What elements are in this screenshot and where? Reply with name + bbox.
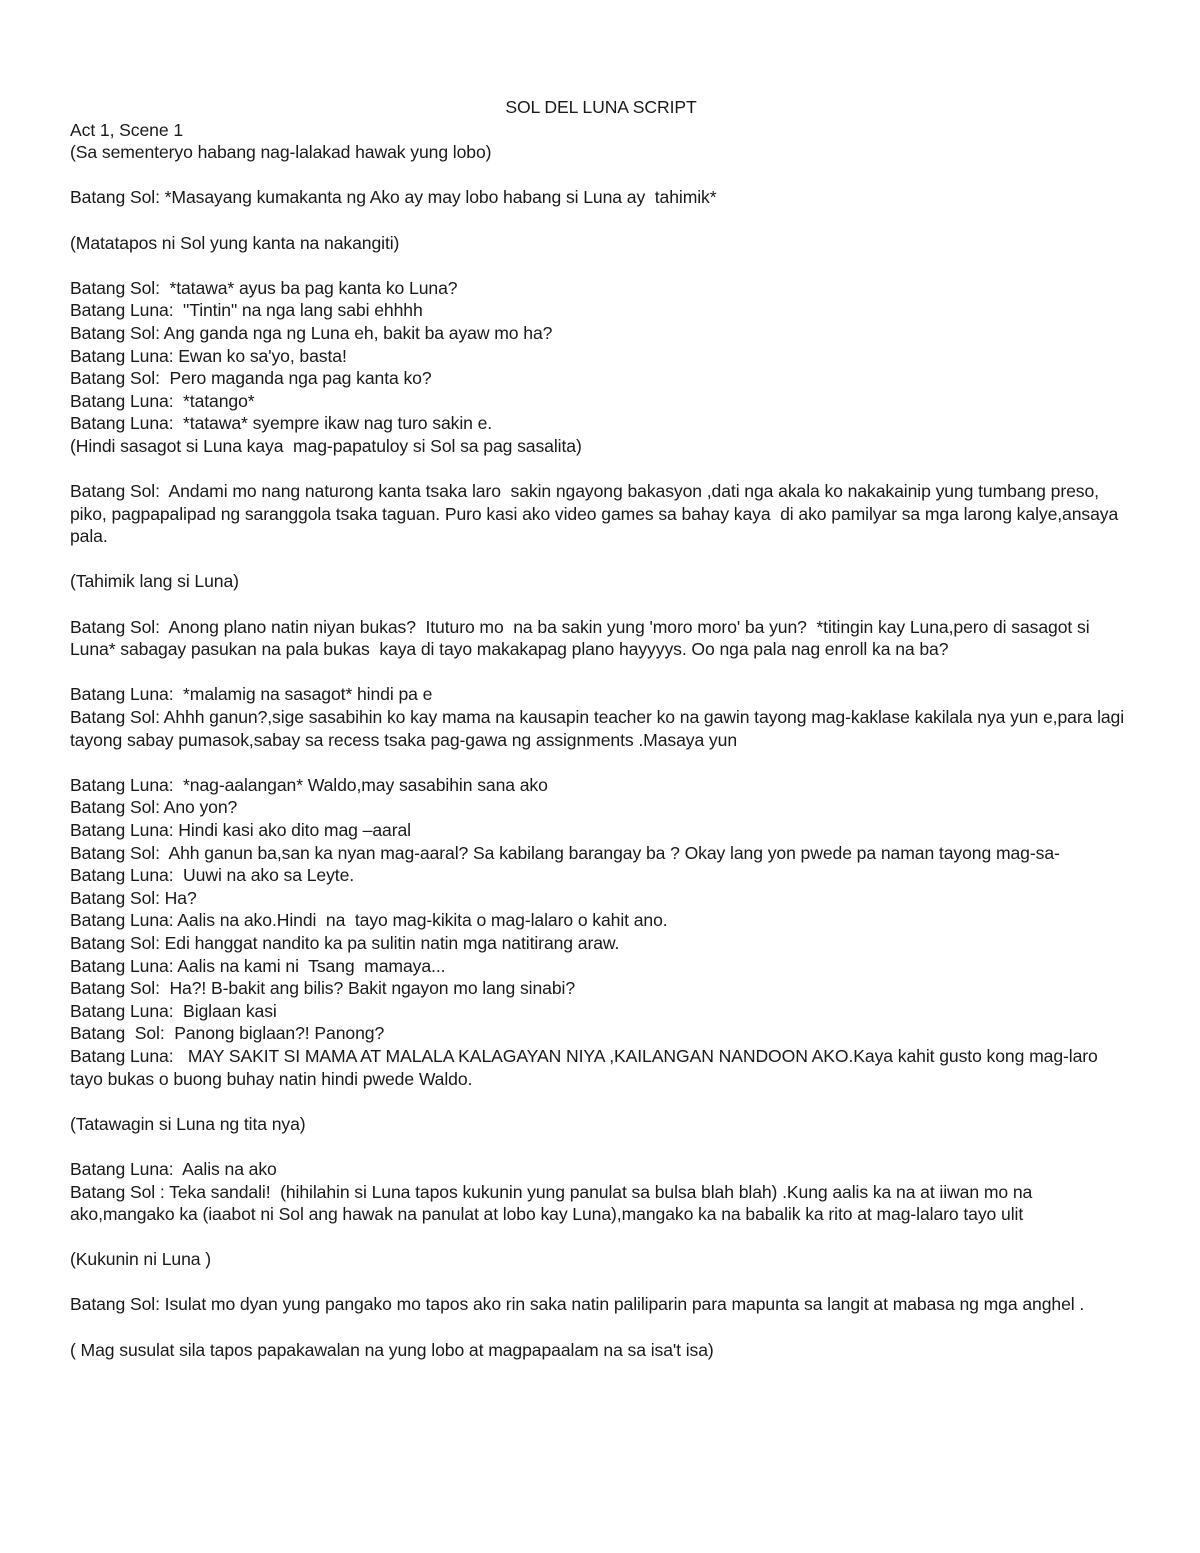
scene-heading: Act 1, Scene 1	[70, 119, 184, 140]
dialogue-line-sol: Batang Sol: *Masayang kumakanta ng Ako ay may lobo habang si Luna ay tahimik*	[70, 187, 717, 208]
script-body	[70, 141, 1132, 1361]
dialogue-line-sol: Batang Sol: *tatawa* ayus ba pag kanta ko Luna?	[70, 277, 458, 298]
paragraph-gap	[70, 751, 1132, 774]
dialogue-line-sol: Batang Sol: Pero maganda nga pag kanta ko?	[70, 368, 432, 389]
dialogue-line-luna: Batang Luna: Biglaan kasi	[70, 1000, 277, 1021]
dialogue-line-luna: Batang Luna: Aalis na kami ni Tsang mamaya...	[70, 955, 446, 976]
paragraph-gap	[70, 458, 1132, 481]
dialogue-line-sol: Batang Sol: Anong plano natin niyan bukas? Ituturo mo na ba sakin yung 'moro moro' ba yun? *titingin kay Luna,pero di sasagot si Luna* sabagay pasukan na pala bukas kaya di tayo makakapag plano hayyyys. Oo nga pala nag enroll ka na ba?	[70, 616, 1095, 660]
dialogue-line-sol: Batang Sol : Teka sandali! (hihilahin si Luna tapos kukunin yung panulat sa bulsa blah blah) .Kung aalis ka na at iiwan mo na ako,mangako ka (iaabot ni Sol ang hawak na panulat at lobo kay Luna),mangako ka na babalik ka rito at mag-lalaro tayo ulit	[70, 1181, 1038, 1225]
dialogue-line-sol: Batang Sol: Ang ganda nga ng Luna eh, bakit ba ayaw mo ha?	[70, 322, 553, 343]
paragraph-gap	[70, 548, 1132, 571]
paragraph-gap	[70, 1090, 1132, 1113]
dialogue-line-sol: Batang Sol: Ahh ganun ba,san ka nyan mag-aaral? Sa kabilang barangay ba ? Okay lang yon pwede pa naman tayong mag-sa-	[70, 842, 1060, 863]
dialogue-line-sol: Batang Sol: Ha?! B-bakit ang bilis? Bakit ngayon mo lang sinabi?	[70, 978, 576, 999]
dialogue-line-luna: Batang Luna: Aalis na ako	[70, 1158, 277, 1179]
paragraph-gap	[70, 1135, 1132, 1158]
stage-direction: (Sa sementeryo habang nag-lalakad hawak yung lobo)	[70, 142, 492, 163]
dialogue-line-luna: Batang Luna: Aalis na ako.Hindi na tayo mag-kikita o mag-lalaro o kahit ano.	[70, 910, 668, 931]
dialogue-line-luna: Batang Luna: *tatawa* syempre ikaw nag turo sakin e.	[70, 413, 493, 434]
dialogue-line-luna: Batang Luna: "Tintin" na nga lang sabi ehhhh	[70, 300, 423, 321]
dialogue-line-luna: Batang Luna: *malamig na sasagot* hindi pa e	[70, 684, 433, 705]
paragraph-gap	[70, 1271, 1132, 1294]
paragraph-gap	[70, 209, 1132, 232]
dialogue-line-luna: Batang Luna: Uuwi na ako sa Leyte.	[70, 865, 355, 886]
dialogue-line-sol: Batang Sol: Andami mo nang naturong kanta tsaka laro sakin ngayong bakasyon ,dati nga akala ko nakakainip yung tumbang preso, piko, pagpapalipad ng saranggola tsaka taguan. Puro kasi ako video games sa bahay kaya di ako pamilyar sa mga larong kalye,ansaya pala.	[70, 481, 1123, 547]
dialogue-line-luna: Batang Luna: *nag-aalangan* Waldo,may sasabihin sana ako	[70, 774, 548, 795]
paragraph-gap	[70, 593, 1132, 616]
dialogue-line-sol: Batang Sol: Ha?	[70, 887, 197, 908]
paragraph-gap	[70, 1316, 1132, 1339]
dialogue-line-luna: Batang Luna: MAY SAKIT SI MAMA AT MALALA KALAGAYAN NIYA ,KAILANGAN NANDOON AKO.Kaya kahit gusto kong mag-laro tayo bukas o buong buhay natin hindi pwede Waldo.	[70, 1045, 1103, 1089]
stage-direction: (Tahimik lang si Luna)	[70, 571, 239, 592]
stage-direction: (Hindi sasagot si Luna kaya mag-papatuloy si Sol sa pag sasalita)	[70, 435, 582, 456]
dialogue-line-luna: Batang Luna: Ewan ko sa'yo, basta!	[70, 345, 347, 366]
stage-direction: (Matatapos ni Sol yung kanta na nakangiti)	[70, 232, 400, 253]
script-title: SOL DEL LUNA SCRIPT	[505, 97, 697, 117]
dialogue-line-sol: Batang Sol: Ano yon?	[70, 797, 238, 818]
dialogue-line-sol: Batang Sol: Panong biglaan?! Panong?	[70, 1023, 385, 1044]
paragraph-gap	[70, 1226, 1132, 1249]
stage-direction: (Tatawagin si Luna ng tita nya)	[70, 1113, 306, 1134]
stage-direction: ( Mag susulat sila tapos papakawalan na yung lobo at magpapaalam na sa isa't isa)	[70, 1339, 714, 1360]
stage-direction: (Kukunin ni Luna )	[70, 1249, 211, 1270]
dialogue-line-sol: Batang Sol: Edi hanggat nandito ka pa sulitin natin mga natitirang araw.	[70, 932, 620, 953]
dialogue-line-sol: Batang Sol: Isulat mo dyan yung pangako mo tapos ako rin saka natin paliliparin para mapunta sa langit at mabasa ng mga anghel .	[70, 1294, 1085, 1315]
paragraph-gap	[70, 661, 1132, 684]
dialogue-line-luna: Batang Luna: Hindi kasi ako dito mag –aaral	[70, 820, 411, 840]
dialogue-line-luna: Batang Luna: *tatango*	[70, 390, 255, 411]
dialogue-line-sol: Batang Sol: Ahhh ganun?,sige sasabihin ko kay mama na kausapin teacher ko na gawin tayong mag-kaklase kakilala nya yun e,para lagi tayong sabay pumasok,sabay sa recess tsaka pag-gawa ng assignments .Masaya yun	[70, 707, 1134, 750]
script-page	[70, 96, 1132, 1361]
paragraph-gap	[70, 254, 1132, 277]
paragraph-gap	[70, 164, 1132, 187]
